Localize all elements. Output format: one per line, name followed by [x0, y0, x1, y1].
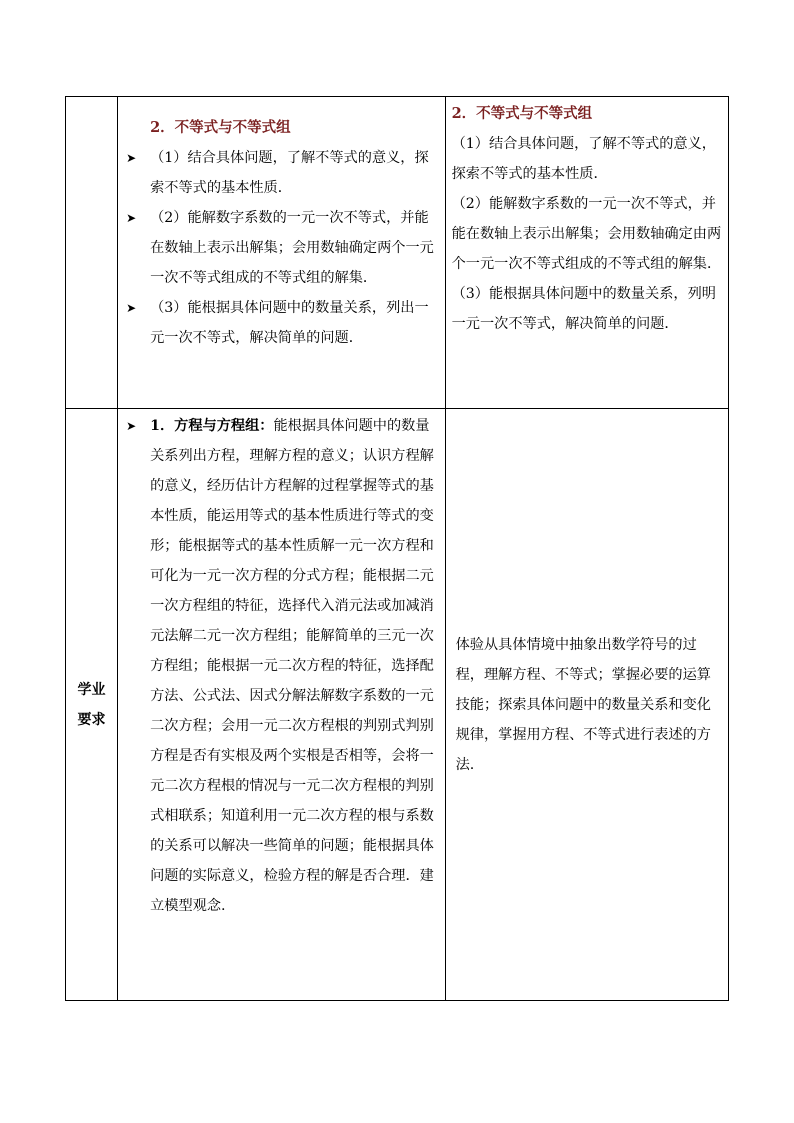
- arrowhead-bullet-icon: ➤: [126, 301, 137, 315]
- list-item: ➤ （3）能根据具体问题中的数量关系，列出一元一次不等式，解决简单的问题．: [126, 293, 438, 353]
- item-body: 能根据具体问题中的数量关系列出方程，理解方程的意义；认识方程解的意义，经历估计方程解的过程掌握等式的基本性质，能运用等式的基本性质进行等式的变形；能根据等式的基本性质解一元一次方程和可化为一元一次方程的分式方程；能根据二元一次方程组的特征，选择代入消元法或加减消元法解二元一次方程组；能解简单的三元一次方程组；能根据一元二次方程的特征，选择配方法、公式法、因式分解法解数字系数的一元二次方程；会用一元二次方程根的判别式判别方程是否有实根及两个实根是否相等，会将一元二次方程根的情况与一元二次方程根的判别式相联系；知道利用一元二次方程的根与系数的关系可以解决一些简单的问题；能根据具体问题的实际意义，检验方程的解是否合理．建立模型观念.: [150, 418, 434, 914]
- content-cell: [118, 97, 445, 409]
- row-label: 学业要求: [77, 681, 106, 728]
- list-item: [126, 411, 438, 921]
- arrowhead-bullet-icon: ➤: [126, 151, 137, 165]
- list-item: （1）结合具体问题，了解不等式的意义，探索不等式的基本性质．: [451, 136, 716, 182]
- content-cell: [118, 409, 445, 1001]
- arrowhead-bullet-icon: ➤: [126, 211, 137, 225]
- section-heading: 2．不等式与不等式组: [451, 105, 593, 122]
- paragraph: 体验从具体情境中抽象出数学符号的过程，理解方程、不等式；掌握必要的运算技能；探索具体问题中的数量关系和变化规律，掌握用方程、不等式进行表述的方法.: [455, 636, 711, 773]
- section-heading: 2．不等式与不等式组: [150, 119, 291, 136]
- table-row: [66, 97, 729, 409]
- row-label-cell-empty: [66, 97, 118, 409]
- list-item: ➤ （2）能解数字系数的一元一次不等式，并能在数轴上表示出解集；会用数轴确定两个一元一次不等式组成的不等式组的解集．: [126, 203, 438, 293]
- list-item: （2）能解数字系数的一元一次不等式，并能在数轴上表示出解集；会用数轴确定由两个一元一次不等式组成的不等式组的解集．: [451, 196, 722, 272]
- row-label-cell: [66, 409, 118, 1001]
- curriculum-table: [65, 96, 729, 1001]
- table-row: [66, 409, 729, 1001]
- content-cell: [445, 409, 728, 1001]
- item-lead: 1．方程与方程组：: [150, 418, 274, 434]
- arrowhead-bullet-icon: ➤: [126, 419, 137, 433]
- list-item: ➤ （1）结合具体问题，了解不等式的意义，探索不等式的基本性质．: [126, 143, 438, 203]
- list-item: （3）能根据具体问题中的数量关系，列明一元一次不等式，解决简单的问题．: [451, 286, 716, 332]
- content-cell: [445, 97, 728, 409]
